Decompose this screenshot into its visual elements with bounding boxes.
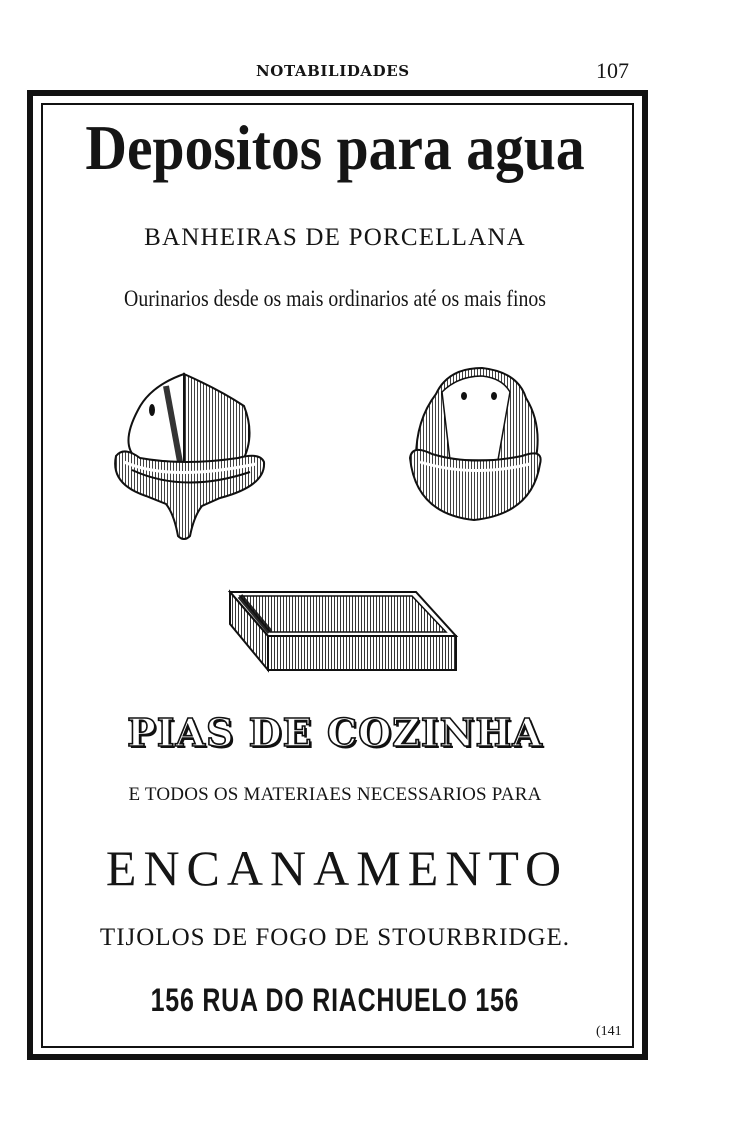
ad-subhead: BANHEIRAS DE PORCELLANA [144, 224, 526, 251]
address-line: 156 RUA DO RIACHUELO 156 [150, 982, 520, 1018]
running-title: NOTABILIDADES [256, 62, 410, 80]
plumbing-title: ENCANAMENTO [105, 840, 569, 896]
kitchen-sink-icon [220, 584, 460, 676]
kitchen-sinks-title: PIAS DE COZINHA [127, 710, 543, 755]
page-number: 107 [596, 58, 629, 83]
wall-urinal-icon [402, 364, 546, 524]
corner-urinal-icon [110, 366, 270, 542]
ad-headline: Depositos para agua [85, 112, 585, 183]
ad-reference-number: (141 [596, 1024, 622, 1039]
bricks-line: TIJOLOS DE FOGO DE STOURBRIDGE. [99, 924, 571, 951]
running-header [0, 58, 736, 84]
materials-line: E TODOS OS MATERIAES NECESSARIOS PARA [128, 784, 542, 805]
urinals-line: Ourinarios desde os mais ordinarios até os mais finos [124, 286, 546, 311]
